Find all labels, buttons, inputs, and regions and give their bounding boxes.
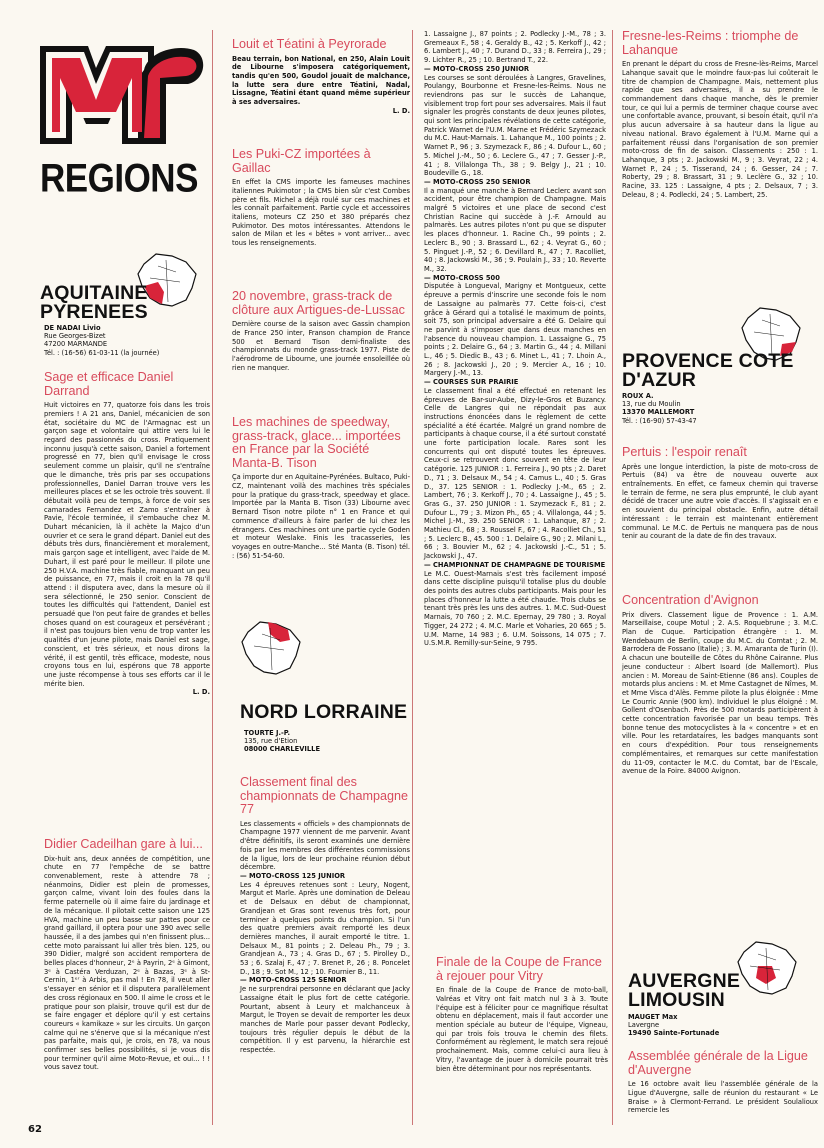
correspondent-city: 13370 MALLEMORT (622, 408, 695, 417)
article-title-artigues: 20 novembre, grass-track de clôture aux Artigues-de-Lussac (232, 289, 405, 317)
column-rule (212, 30, 213, 1125)
correspondent-city: 47200 MARMANDE (44, 340, 108, 349)
france-map-nord (240, 620, 306, 680)
classement-125-senior: Je ne surprendrai personne en déclarant que Jacky Lassaigne était le plus fort de cette catégorie. Pourtant, absent à Leury et malchanceux à Margut, le Troyen se devait de remporter les deux manches de Marle pour passer devant Podlecky, toujours très régulier depuis le début de la compétition. Il y est parvenu, la hiérarchie est respectée. (240, 985, 410, 1055)
region-title-auvergne: AUVERGNE LIMOUSIN (628, 970, 741, 1011)
article-author: L. D. (192, 688, 210, 697)
correspondent-street: 135, rue d'Etion (244, 737, 298, 746)
column-rule (412, 30, 413, 1125)
section-heading: — MOTO-CROSS 250 JUNIOR (424, 64, 530, 73)
article-title-assemblee: Assemblée générale de la Ligue d'Auvergne (628, 1049, 808, 1077)
article-body-didier: Dix-huit ans, deux années de compétition, une chute en 77 l'empêche de se battre convenablement, reste à attendre 78 ; néanmoins, Didier est plein de promesses, garçon calme, vivant loin des foules dans la ferme paternelle où il aime faire du jardinage et de la mécanique. Il pilotait cette saison une 125 HVA, machine un peu basse sur pattes pour ce grand gaillard, il optera pour une 390 avec selle haussée, il a des jambes qui n'en finissent plus... cette moto paraissant lui aller très bien. 125, ou 390 Didier, malgré son accident remportera de belles places d'honneur, 2ᵉ à Payrin, 2ᵉ à Gimont, 3ᵉ à Castéra Verduzan, 2ᵉ à Bazas, 3ᵉ à St-Cernin, 1ᵉʳ à Arbis, pas mal ! En 78, il veut aller s'essayer en sénior et il disputera parallèlement des cross régionaux en 500. Il aime le cross et le pratique pour son plaisir, trouve qu'il est dur de se faire engager et déplore qu'il y est certains coureurs « kamikaze » sur les circuits. Un garçon calme qui ne s'énerve que si la mécanique n'est pas parfaite, mais qui, je crois, en 78, va nous confirmer ses belles possibilités, si je vous dis pour terminer qu'il aime Moto-Revue, et oui... ! ! vous savez tout. (44, 854, 210, 1072)
mr-logo (36, 40, 206, 152)
article-body-avignon: Prix divers. Classement ligue de Provence : 1. A.M. Marseillaise, coupe Motul ; 2. A.S. Roquebrune ; 3. M.C. Plan de Cuque. Participation étrangère : 1. M. Wendebaum de Berlin, coupe du M.C. du Comtat ; 2. M. Barrodera de Fossano (Italie) ; 3. M. Amaranta de Turin (I). A chacun une bouteille de Côtes du Rhône Cairanne. Plus jeune conducteur : Albert Isoard (de Mallemort). Plus ancien : M. Moreau de Saint-Etienne (86 ans). Couples de motards plus anciens : M. et Mme Castagnet de Nîmes, M. et Mme Visca d'Alès. Femme pilote la plus éloignée : Mme Le Courric Annie (900 km). Individuel le plus éloigné : M. Gollent d'Osenbach. Près de 500 motards participèrent à cette concentration favorisée par un beau temps. Très bonne tenue des motocyclistes à la « concentre » et en ville. Pour les retardataires, les badges manquants sont en cours d'expédition. Pour tous renseignements complémentaires, et remarques sur cette manifestation du 11-09, contacter le M.C. du Comtat, bar de l'Escale, avenue de la Foire. 84000 Avignon. (622, 610, 818, 776)
section-heading: — MOTO-CROSS 125 SENIOR (240, 976, 347, 985)
article-title-sage: Sage et efficace Daniel Darrand (44, 370, 174, 398)
article-body-pertuis: Après une longue interdiction, la piste de moto-cross de Pertuis (84) va être de nouveau ouverte aux entraînements. En effet, ce fameux chemin qui traverse le terrain de ferme, ne sera plus emprunté, le club ayant décidé de tracer une autre voie d'accès. Il s'agissait en e en souvient du principal obstacle. Enfin, autre détail intéressant : le terrain est maintenant entièrement communal. Le M.C. de Pertuis ne manquera pas de nous tenir au courant de la date de fin des travaux. (622, 462, 818, 541)
correspondent-tel: Tél. : (16-56) 61-03-11 (la journée) (44, 348, 160, 357)
article-body-louit: Beau terrain, bon National, en 250, Alain Louit de Libourne s'imposera catégoriquement, tandis qu'en 500, Goudol jouait de malchance, la lutte sera dure entre Téatini, Nadal, Lissagne, Téatini étant quand même supérieur à ses adversaires. (232, 54, 410, 107)
results-125-senior: 1. Lassaigne J., 87 points ; 2. Podlecky J.-M., 78 ; 3. Gremeaux F., 58 ; 4. Geraldy B., 42 ; 5. Kerkoff J., 42 ; 6. Lambert J., 40 ; 7. Durand D., 33 ; 8. Ferreira J., 29 ; 9. Lichter R., 25 ; 10. Bertrand T., 22. (424, 30, 606, 65)
correspondent-street: Rue Georges-Bizet (44, 332, 106, 341)
mr-logo-graphic (40, 46, 203, 144)
correspondent-name: ROUX A. (622, 392, 654, 400)
results-250-junior: Les courses se sont déroulées à Langres, Gravelines, Poulangy, Bourbonne et Fresne-les-Reims. Nous ne reviendrons pas sur le succès de Lahanque, visiblement trop fort pour ses adversaires. Mais il faut signaler les progrès constants de deux jeunes pilotes, qui sont les principales révélations de cette catégorie, Patrick Warnet de l'U.M. Marne et Frédéric Szymezack du M.C. Haut-Marnais. 1. Lahanque M., 100 points ; 2. Warnet P., 96 ; 3. Szymezack F., 86 ; 4. Dufour L., 60 ; 5. Michel J.-M., 50 ; 6. Leclere G., 47 ; 7. Gesser J.-P., 41 ; 8. Villalonga Th., 38 ; 9. Belgy J., 21 ; 10. Boudeville G., 18. (424, 73, 606, 178)
correspondent-tel: Tél. : (16-90) 57-43-47 (622, 416, 697, 425)
results-tourisme: Le M.C. Ouest-Marnais s'est très facilement imposé dans cette discipline puisqu'il totalise plus du double des points des autres clubs participants. Mais pour les places d'honneur la lutte a été chaude. Trois clubs se tenant très près les uns des autres. 1. M.C. Sud-Ouest Marnais, 70 760 ; 2. M.C. Epernay, 29 780 ; 3. Royal Tigger, 24 272 ; 4. M.C. Marle et Voharies, 20 665 ; 5. U.M. Marne, 14 983 ; 6. U.M. Soissons, 14 075 ; 7. U.S.M.R. Remilly-sur-Seine, 9 795. (424, 569, 606, 648)
article-body-artigues: Dernière course de la saison avec Gassin champion de France 250 inter, Franson champion de France 500 et Bernard Tison demi-finaliste des championnats du monde grass-track 1977. Piste de l'aérodrome de Libourne, une journée ensoleillée où rien ne manquer. (232, 320, 410, 372)
article-title-classement: Classement final des championnats de Champagne 77 (240, 775, 409, 817)
correspondent-name: TOURTE J.-P. (244, 729, 290, 737)
article-title-louit: Louit et Téatini à Peyrorade (232, 37, 387, 51)
article-body-sage: Huit victoires en 77, quatorze fois dans les trois premiers ! A 21 ans, Daniel, mécanicien de son état, sociétaire du MC de l'Armagnac est un garçon sage et volontaire qui attire vers lui le regard des passionnés du cross. Pratiquement inconnu jusqu'à cette saison, Daniel a fortement progressé en 77, bien qu'il envisage le cross seulement comme un plaisir, qu'il ne s'entraîne que le dimanche, très pris par ses occupations professionnelles, Daniel Darran trouve vers les meilleures places et se les octroie très souvent. Il débutait voilà peu de temps, à force de voir ses camarades Fernandez et Zamo s'entraîner à Pavie, l'école terminée, il s'embauche chez M. Duhart mécanicien, là il achète la Majco d'un ouvrier et ce sera le grand départ. Daniel eut des débuts très durs, financièrement et moralement, mais garçon sage et intelligent, avec l'aide de M. Duhart, il est paré pour le meilleur. Il pilote une 250 H.V.A. machine très fiable, manquant un peu de puissance, en 77, mais il croit en la 78 qu'il attend : il disputera avec, dans la mesure où il sera sélectionné, le 250 senior. Conscient de toutes les difficultés qui l'attendent, Daniel est persuadé que l'on peut faire de grandes et belles choses quand on est courageux et persévérant ; il n'est pas toujours bien venu de trop vanter les qualités d'un jeune pilote, mais Daniel est sage, conscient, et très sérieux, et nous dirons la vérité, il est gentil, très efficace, modeste, nous croyons tous en lui, espérons que 78 apporte une juste récompense à tous ses efforts car il le mérite bien. (44, 401, 210, 688)
classement-125-junior: Les 4 épreuves retenues sont : Leury, Nogent, Margut et Marle. Après une domination de Deleau et de Delsaux en début de championnat, Grandjean et Gras sont revenus très fort, pour terminer à quelques points du champion. Si l'un des quatre premiers avait remporté les deux dernières manches, il aurait emporté le titre. 1. Delsaux M., 81 points ; 2. Deleau Ph., 79 ; 3. Grandjean A., 73 ; 4. Gras D., 67 ; 5. Pirolley D., 53 ; 6. Szalaj F., 47 ; 7. Brenet P., 26 ; 8. Poncelet D., 18 ; 9. Sot M., 12 ; 10. Fournier B., 11. (240, 880, 410, 976)
regions-heading: REGIONS (40, 156, 198, 201)
article-title-didier: Didier Cadeilhan gare à lui... (44, 837, 203, 851)
article-body-machines: Ça importe dur en Aquitaine-Pyrénées. Bultaco, Puki-CZ, maintenant voilà des machines très spéciales pour la pratique du grass-track, speedway et glace. Importée par la Manta B. Tison (33) Libourne avec Bernard Tison notre pilote n° 1 en France et qui commence d'ailleurs à faire parler de lui chez les étrangers. Ces machines ont une partie cycle Goden et moteur Weslake. Finis les tracasseries, les voyages en outre-Manche... Sté Manta (B. Tison) tél. : (56) 51-54-60. (232, 473, 410, 560)
results-prairie: Le classement final a été effectué en retenant les épreuves de Bar-sur-Aube, Dizy-le-Gros et Buzancy. Celle de Langres qui ne répondait pas aux instructions énoncées dans le règlement de cette spécialité a été écartée. Malgré un grand nombre de participants à chaque course, il a été surtout constaté une forte participation locale. Rares sont les concurrents qui ont disputé toutes les épreuves. Ceux-ci se retrouvent donc souvent en tête de leur catégorie. 125 JUNIOR : 1. Ferreira J., 90 pts ; 2. Daret D., 71 ; 3. Delsaux M., 54 ; 4. Camus L., 40 ; 5. Gras D., 37. 125 SENIOR : 1. Podlecky J.-M., 65 ; 2. Lambert, 76 ; 3. Kerkoff J., 70 ; 4. Lassaigne J., 45 ; 5. Gras G., 37. 250 JUNIOR : 1. Szymezack F., 81 ; 2. Dufour L., 79 ; 3. Mizon Ph., 65 ; 4. Villalonga, 44 ; 5. Michel J.-M., 39. 250 SENIOR : 1. Lahanque, 87 ; 2. Mathieu Cl., 68 ; 3. Roussel F., 67 ; 4. Racolliet Ch., 51 ; 5. Leclerc B., 45. 500 : 1. Delaire G., 90 ; 2. Milani L., 66 ; 3. Bouvier M., 62 ; 4. Jackowski J.-C., 51 ; 5. Jackowski J., 47. (424, 386, 606, 561)
section-heading: — COURSES SUR PRAIRIE (424, 378, 519, 387)
correspondent-street: Lavergne (628, 1021, 660, 1030)
article-author: L. D. (392, 106, 410, 115)
region-title-nord: NORD LORRAINE (240, 701, 408, 723)
article-title-fresne: Fresne-les-Reims : triomphe de Lahanque (622, 29, 799, 57)
section-heading: — CHAMPIONNAT DE CHAMPAGNE DE TOURISME (424, 560, 606, 569)
correspondent-name: DE NADAI Livio (44, 324, 101, 332)
correspondent-name: MAUGET Max (628, 1013, 678, 1021)
article-title-pukicz: Les Puki-CZ importées à Gaillac (232, 147, 371, 175)
article-title-vitry: Finale de la Coupe de France à rejouer pour Vitry (436, 955, 602, 983)
section-heading: — MOTO-CROSS 250 SENIOR (424, 177, 531, 186)
correspondent-city: 08000 CHARLEVILLE (244, 745, 321, 754)
results-500: Disputée à Longueval, Marigny et Montgueux, cette épreuve a permis d'inscrire une seconde fois le nom de Lassaigne au palmarès 77. Cette fois-ci, c'est grâce à Gérard qui a totalisé le maximum de points, soit 75, son principal adversaire a été G. Delaire qui ne parvint à s'imposer que dans deux manches en l'absence du nouveau champion. 1. Lassaigne G., 75 points ; 2. Delaire G., 64 ; 3. Martin G., 44 ; 4. Millani L., 46 ; 5. Diedic B., 43 ; 6. Minet L., 41 ; 7. Lhoin A., 26 ; 8. Jackowski J., 20 ; 9. Mercier A., 16 ; 10. Margery J.-M., 13. (424, 282, 606, 378)
article-body-pukicz: En effet la CMS importe les fameuses machines italiennes Pukimotor ; la CMS bien sûr c'est Combes père et fils. Michel a déjà roulé sur ces machines et les connaît parfaitement. Partie cycle et accessoires italiens, moteurs CZ 250 et 380 préparés chez Pukimotor. Des motos intéressantes. Attendons le salon de Milan et les « bêtes » vont arriver... avec tous les renseignements. (232, 178, 410, 248)
results-250-senior: Il a manqué une manche à Bernard Leclerc avant son accident, pour être champion de Champagne. Mais malgré 5 victoires et une place de second c'est Christian Racine qui succède à J.-F. Arnould au palmarès. Les autres pilotes n'ont pu que se disputer les places d'honneur. 1. Racine Ch., 99 points ; 2. Leclerc B., 90 ; 3. Brassard L., 62 ; 4. Veyrat G., 60 ; 5. Pinguet J.-P., 52 ; 6. Devillard R., 47 ; 7. Racolliet, 40 ; 8. Jackowski M., 36 ; 9. Poulain J., 33 ; 10. Reverte M., 32. (424, 186, 606, 273)
column-rule (612, 30, 613, 1125)
correspondent-street: 13, rue du Moulin (622, 400, 681, 409)
article-body-fresne: En prenant le départ du cross de Fresne-lès-Reims, Marcel Lahanque savait que le moindre faux-pas lui coûterait le titre de champion de Champagne. Mais, nettement plus rapide que ses adversaires, il a su prendre le commandement dans chaque manche, dès le premier tour, ce qui lui a permis de terminer chaque course avec une confortable avance, prouvant, si besoin était, qu'il n'a plus aucun adversaire à sa hauteur dans la ligue au niveau national. Bravo également à l'U.M. Marne qui a parfaitement réussi dans l'organisation de son premier moto-cross de fin de saison. Classements : 250 : 1. Lahanque, 3 pts ; 2. Jackowski M., 9 ; 3. Veyrat, 22 ; 4. Warnet P., 24 ; 5. Tisserand, 24 ; 6. Gesser, 24 ; 7. Roberty, 29 ; 8. Brassart, 31 ; 9. Leclère G., 32 ; 10. Racine, 33. 125 : Lassaigne, 4 pts ; 2. Delsaux, 7 ; 3. Deleau, 8 ; 4. Podlecki, 24 ; 5. Lambert, 25. (622, 60, 818, 199)
section-heading: — MOTO-CROSS 500 (424, 273, 500, 282)
article-title-avignon: Concentration d'Avignon (622, 593, 759, 607)
article-title-pertuis: Pertuis : l'espoir renaît (622, 445, 747, 459)
classement-intro: Les classements « officiels » des championnats de Champagne 1977 viennent de me parvenir. Avant d'être définitifs, ils seront examinés une dernière fois par les membres des différentes commissions de la ligue, lors de leur prochaine réunion début décembre. (240, 819, 410, 872)
regions-title (40, 156, 198, 201)
region-title-provence: PROVENCE COTE D'AZUR (622, 350, 794, 391)
article-body-vitry: En finale de la Coupe de France de moto-ball, Valréas et Vitry ont fait match nul 3 à 3. Toute l'équipe est à féliciter pour ce magnifique résultat obtenu en déplacement, mais il faut accorder une mention spéciale au buteur de l'équipe, Vigneau, qui par trois fois trouva le chemin des filets. Conformément au règlement, le match sera rejoué prochainement. Mais, comme celui-ci aura lieu à Vitry, l'avantage de jouer à domicile pourrait très bien être déterminant pour nos représentants. (436, 986, 608, 1073)
region-title-aquitaine: AQUITAINE PYRENEES (40, 282, 148, 323)
page-number: 62 (28, 1124, 42, 1135)
correspondent-city: 19490 Sainte-Fortunade (628, 1029, 720, 1038)
article-body-assemblee: Le 16 octobre avait lieu l'assemblée générale de la Ligue d'Auvergne, salle de réunion du restaurant « Le Braise » à Clermont-Ferrand. Le président Soulalioux remercie les (628, 1080, 818, 1115)
article-title-machines: Les machines de speedway, grass-track, glace... importées en France par la Société Manta-B. Tison (232, 415, 401, 470)
section-heading: — MOTO-CROSS 125 JUNIOR (240, 872, 346, 880)
